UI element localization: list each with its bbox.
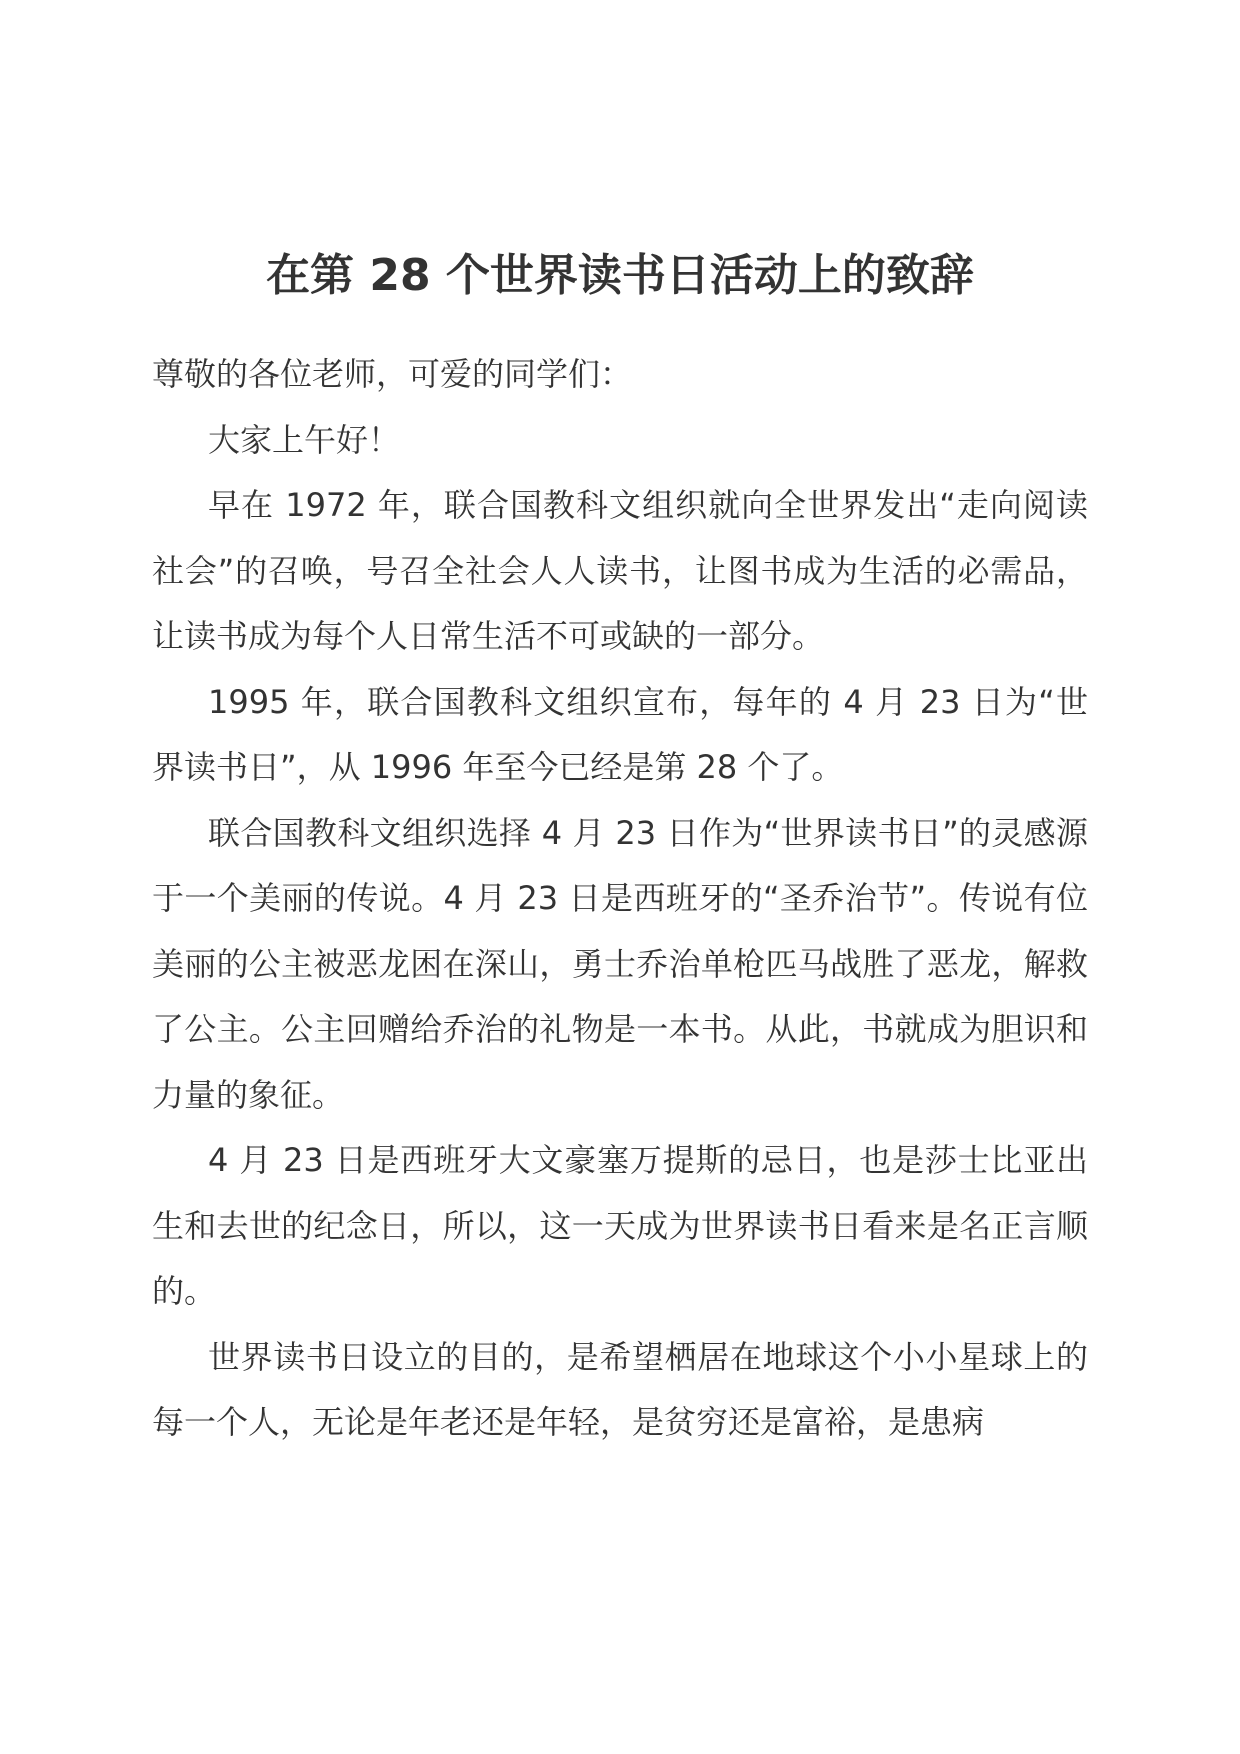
paragraph-greeting: 大家上午好！ <box>208 420 401 459</box>
paragraph-legend: 联合国教科文组织选择 4 月 23 日作为“世界读书日”的灵感源于一个美丽的传说。4 月 23 日是西班牙的“圣乔治节”。传说有位美丽的公主被恶龙困在深山，勇士乔治单枪匹马战胜了恶龙，解救了公主。公主回赠给乔治的礼物是一本书。从此，书就成为胆识和力量的象征。 <box>152 813 1088 1114</box>
document-title: 在第 28 个世界读书日活动上的致辞 <box>266 250 974 301</box>
paragraph-cervantes-shakespeare: 4 月 23 日是西班牙大文豪塞万提斯的忌日，也是莎士比亚出生和去世的纪念日，所以，这一天成为世界读书日看来是名正言顺的。 <box>152 1141 1088 1310</box>
document-body <box>152 342 1088 1456</box>
salutation: 尊敬的各位老师，可爱的同学们： <box>152 355 633 393</box>
paragraph-1995: 1995 年，联合国教科文组织宣布，每年的 4 月 23 日为“世界读书日”，从 1996 年至今已经是第 28 个了。 <box>152 682 1088 786</box>
paragraph-purpose: 世界读书日设立的目的，是希望栖居在地球这个小小星球上的每一个人，无论是年老还是年轻，是贫穷还是富裕，是患病 <box>152 1337 1088 1441</box>
paragraph-1972: 早在 1972 年，联合国教科文组织就向全世界发出“走向阅读社会”的召唤，号召全社会人人读书，让图书成为生活的必需品，让读书成为每个人日常生活不可或缺的一部分。 <box>152 486 1088 655</box>
